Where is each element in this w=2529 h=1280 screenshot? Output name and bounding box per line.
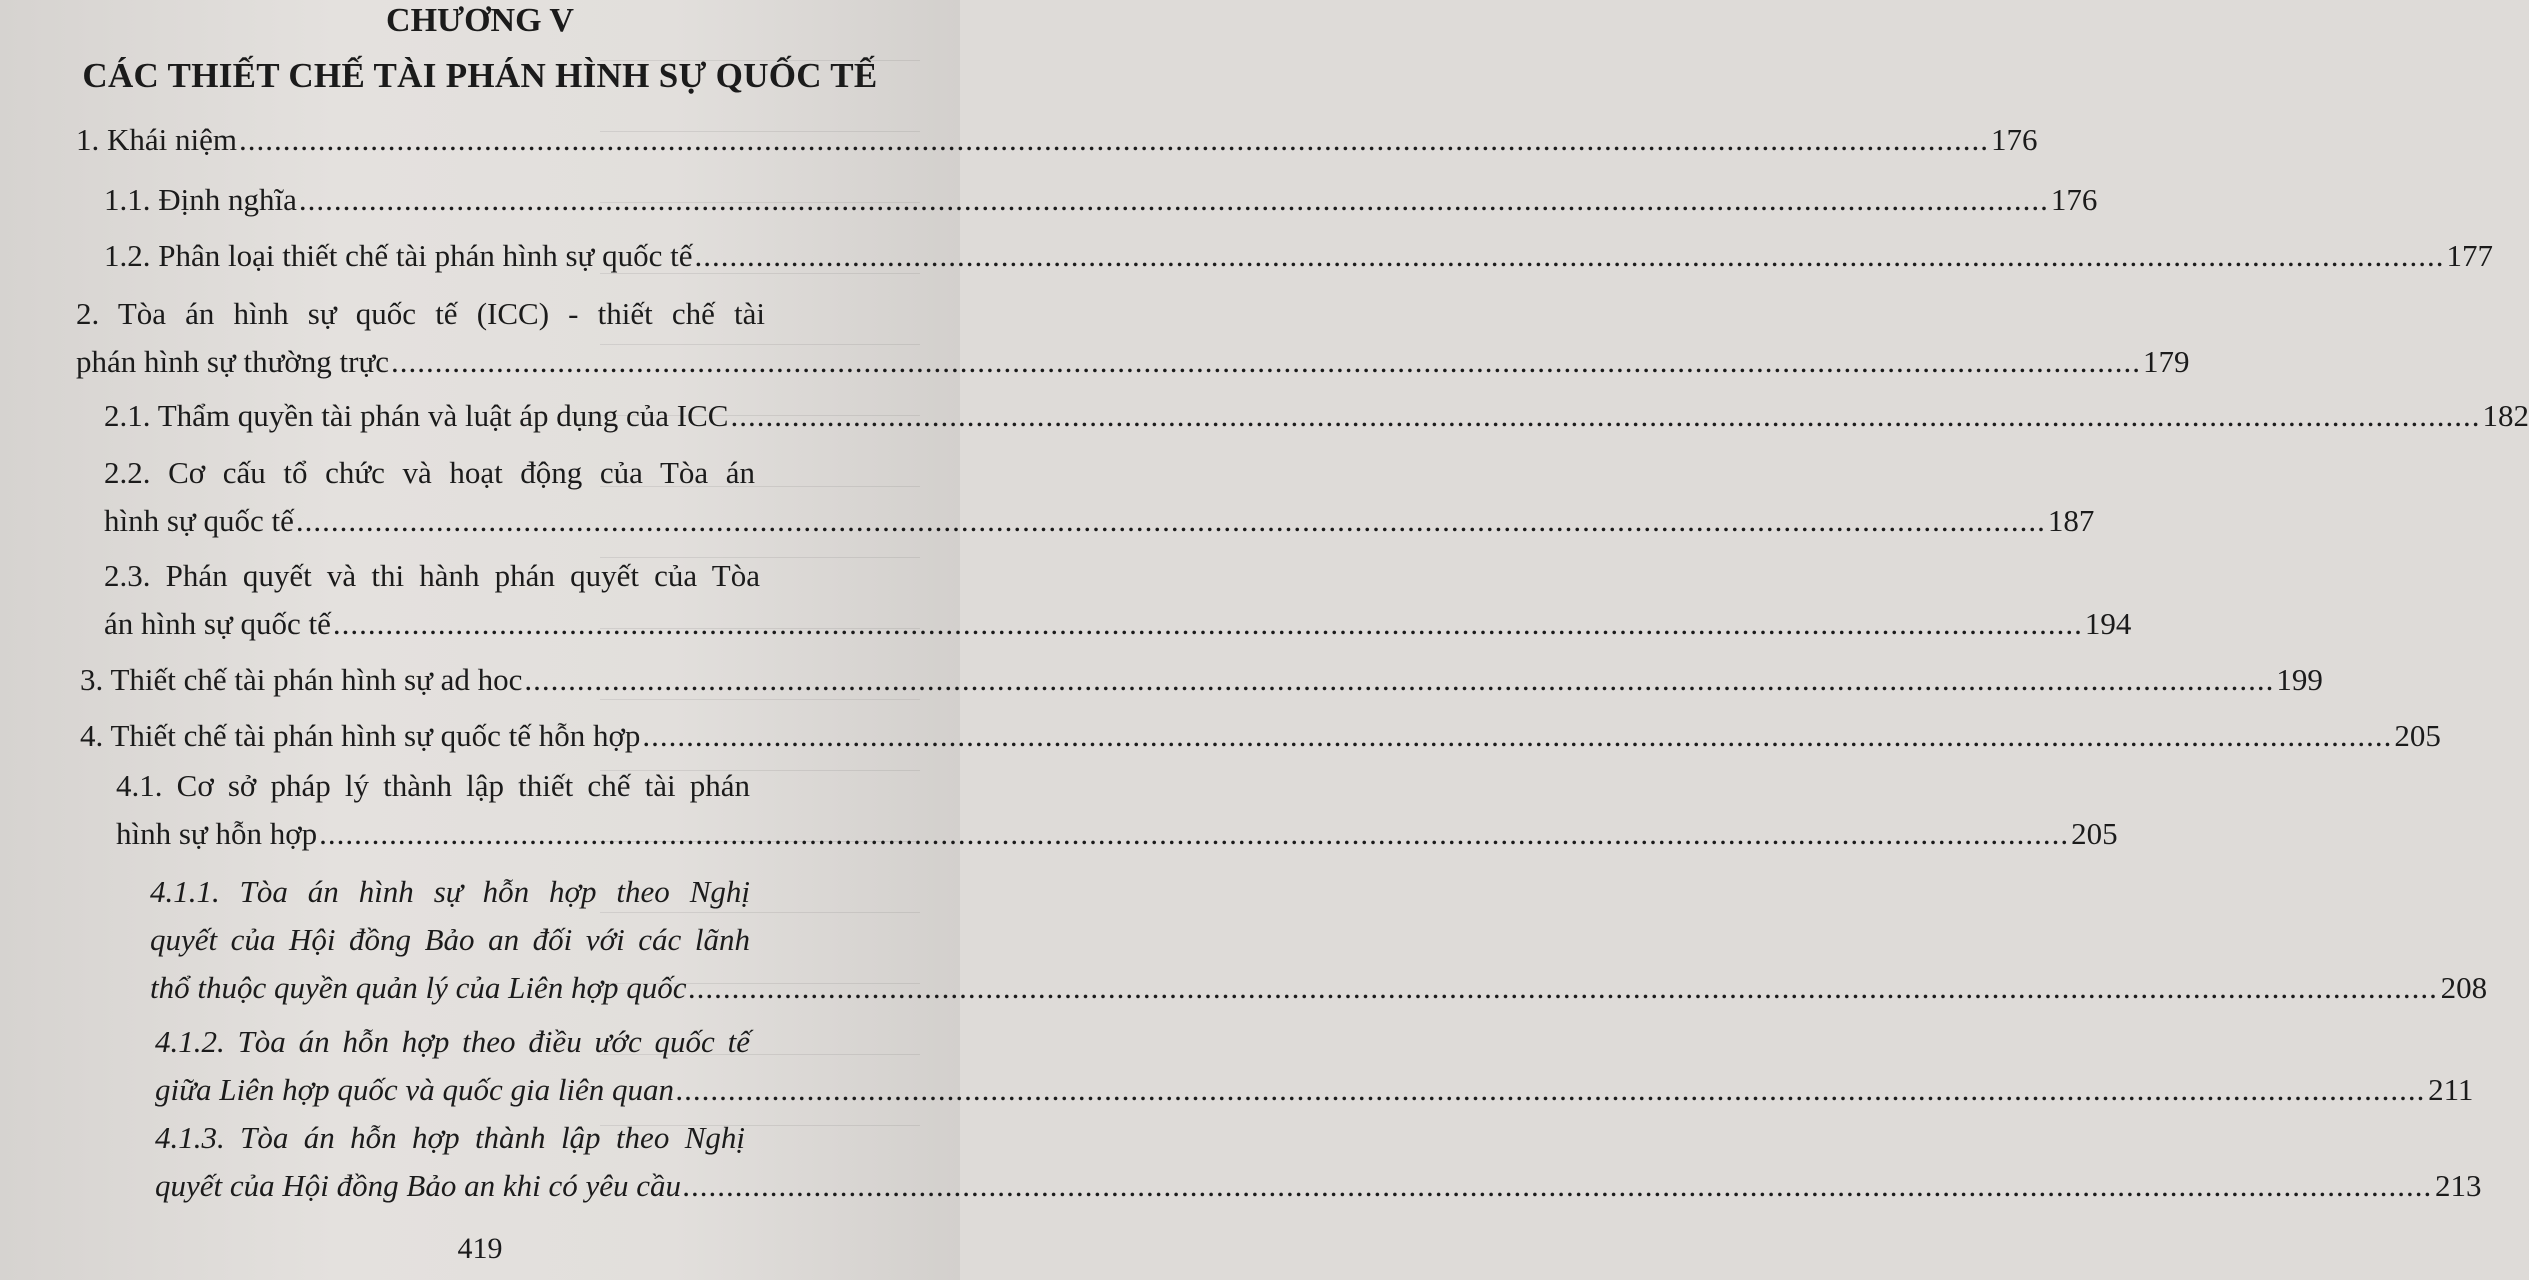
toc-entry-2-3[interactable] xyxy=(104,552,2132,648)
toc-entry-1-2[interactable] xyxy=(104,232,2493,280)
toc-entry-text: 4.1.2. Tòa án hỗn hợp theo điều ước quốc tế xyxy=(155,1024,750,1059)
toc-entry-text: quyết của Hội đồng Bảo an đối với các lãnh xyxy=(150,922,750,957)
dot-leader: ........................................................................................................................................................................................................ xyxy=(239,122,1989,157)
dot-leader: ........................................................................................................................................................................................................ xyxy=(683,1168,2433,1203)
toc-entry-2-1[interactable] xyxy=(104,392,2529,440)
dot-leader: ........................................................................................................................................................................................................ xyxy=(730,398,2481,433)
toc-entry-page: 213 xyxy=(2435,1168,2482,1203)
toc-entry-2[interactable] xyxy=(76,290,2190,386)
toc-entry-4-1-3[interactable] xyxy=(155,1114,2482,1210)
toc-entry-text: hình sự hỗn hợp xyxy=(116,816,318,851)
toc-entry-text: 4.1.1. Tòa án hình sự hỗn hợp theo Nghị xyxy=(150,874,750,909)
toc-entry-page: 194 xyxy=(2084,606,2132,641)
toc-entry-text: 3. Thiết chế tài phán hình sự ad hoc xyxy=(80,662,523,697)
toc-entry-text: quyết của Hội đồng Bảo an khi có yêu cầu xyxy=(155,1168,681,1203)
chapter-title: CÁC THIẾT CHẾ TÀI PHÁN HÌNH SỰ QUỐC TẾ xyxy=(82,56,878,95)
dot-leader: ........................................................................................................................................................................................................ xyxy=(319,816,2070,851)
chapter-number: CHƯƠNG V xyxy=(386,2,574,39)
toc-entry-1[interactable] xyxy=(76,116,2038,164)
toc-entry-text: 2.1. Thẩm quyền tài phán và luật áp dụng của ICC xyxy=(104,398,729,433)
toc-entry-3[interactable] xyxy=(80,656,2323,704)
toc-entry-text: 1.1. Định nghĩa xyxy=(104,182,297,217)
toc-entry-page: 211 xyxy=(2428,1072,2474,1107)
toc-entry-page: 182 xyxy=(2482,398,2529,433)
dot-leader: ........................................................................................................................................................................................................ xyxy=(391,344,2142,379)
toc-entry-2-2[interactable] xyxy=(104,449,2095,545)
toc-entry-text: 2.2. Cơ cấu tổ chức và hoạt động của Tòa án xyxy=(104,455,755,490)
dot-leader: ........................................................................................................................................................................................................ xyxy=(295,503,2046,538)
toc-entry-4-1-2[interactable] xyxy=(155,1018,2474,1114)
toc-entry-page: 176 xyxy=(2050,182,2098,217)
toc-entry-page: 208 xyxy=(2440,970,2488,1005)
dot-leader: ........................................................................................................................................................................................................ xyxy=(298,182,2049,217)
toc-entry-text: 4. Thiết chế tài phán hình sự quốc tế hỗn hợp xyxy=(80,718,641,753)
toc-entry-page: 205 xyxy=(2394,718,2441,753)
toc-entry-4-1[interactable] xyxy=(116,762,2118,858)
toc-entry-1-1[interactable] xyxy=(104,176,2098,224)
toc-entry-page: 199 xyxy=(2276,662,2323,697)
dot-leader: ........................................................................................................................................................................................................ xyxy=(524,662,2275,697)
toc-entry-page: 179 xyxy=(2143,344,2190,379)
toc-entry-text: 1.2. Phân loại thiết chế tài phán hình sự quốc tế xyxy=(104,238,693,273)
page-number: 419 xyxy=(457,1232,503,1265)
toc-entry-text: 4.1.3. Tòa án hỗn hợp thành lập theo Nghị xyxy=(155,1120,745,1155)
toc-entry-page: 176 xyxy=(1991,122,2038,157)
dot-leader: ........................................................................................................................................................................................................ xyxy=(642,718,2393,753)
toc-entry-page: 187 xyxy=(2047,503,2095,538)
dot-leader: ........................................................................................................................................................................................................ xyxy=(332,606,2083,641)
toc-entry-text: án hình sự quốc tế xyxy=(104,606,331,641)
toc-entry-text: hình sự quốc tế xyxy=(104,503,294,538)
toc-entry-text: 2. Tòa án hình sự quốc tế (ICC) - thiết chế tài xyxy=(76,296,765,331)
dot-leader: ........................................................................................................................................................................................................ xyxy=(694,238,2445,273)
toc-entry-page: 205 xyxy=(2071,816,2118,851)
toc-entry-text: thổ thuộc quyền quản lý của Liên hợp quốc xyxy=(150,970,687,1005)
toc-entry-text: 1. Khái niệm xyxy=(76,122,237,157)
toc-entry-page: 177 xyxy=(2446,238,2493,273)
toc-entry-text: 4.1. Cơ sở pháp lý thành lập thiết chế tài phán xyxy=(116,768,750,803)
toc-entry-text: 2.3. Phán quyết và thi hành phán quyết của Tòa xyxy=(104,558,760,593)
toc-entry-4[interactable] xyxy=(80,712,2441,760)
toc-entry-text: phán hình sự thường trực xyxy=(76,344,390,379)
dot-leader: ........................................................................................................................................................................................................ xyxy=(676,1072,2427,1107)
toc-entry-text: giữa Liên hợp quốc và quốc gia liên quan xyxy=(155,1072,675,1107)
toc-entry-4-1-1[interactable] xyxy=(150,868,2488,1012)
dot-leader: ........................................................................................................................................................................................................ xyxy=(688,970,2439,1005)
